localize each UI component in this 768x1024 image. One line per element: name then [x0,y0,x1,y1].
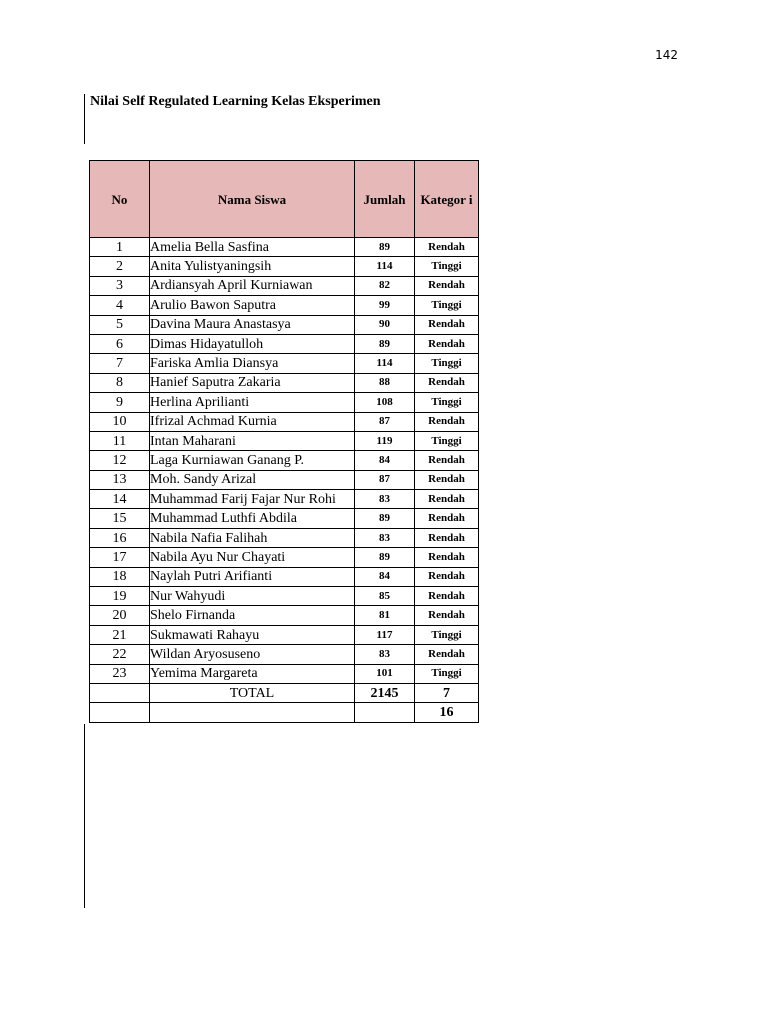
row-no: 20 [90,606,150,625]
row-no: 8 [90,373,150,392]
student-name: Ifrizal Achmad Kurnia [150,412,355,431]
total-tinggi-count: 7 [415,683,479,702]
total-label: TOTAL [150,683,355,702]
student-name: Moh. Sandy Arizal [150,470,355,489]
score-value: 87 [355,412,415,431]
table-row [90,548,479,567]
category-value: Rendah [415,528,479,547]
category-value: Rendah [415,334,479,353]
score-value: 83 [355,645,415,664]
table-header-row [90,161,479,238]
document-title: Nilai Self Regulated Learning Kelas Eksperimen [90,94,381,109]
score-value: 119 [355,431,415,450]
row-no: 10 [90,412,150,431]
category-value: Rendah [415,567,479,586]
score-value: 89 [355,548,415,567]
student-name: Dimas Hidayatulloh [150,334,355,353]
student-name: Wildan Aryosuseno [150,645,355,664]
student-name: Fariska Amlia Diansya [150,354,355,373]
score-value: 90 [355,315,415,334]
row-no: 14 [90,490,150,509]
table-row [90,354,479,373]
student-name: Ardiansyah April Kurniawan [150,276,355,295]
table-row [90,412,479,431]
table-row [90,373,479,392]
table-row [90,276,479,295]
student-name: Intan Maharani [150,431,355,450]
student-name: Laga Kurniawan Ganang P. [150,451,355,470]
student-name: Amelia Bella Sasfina [150,238,355,257]
score-value: 114 [355,257,415,276]
score-value: 83 [355,490,415,509]
table-row [90,238,479,257]
score-value: 89 [355,238,415,257]
header-score: Jumlah [355,161,415,238]
student-name: Muhammad Luthfi Abdila [150,509,355,528]
row-no: 21 [90,625,150,644]
table-row [90,334,479,353]
table-row [90,528,479,547]
row-no: 12 [90,451,150,470]
table-row [90,470,479,489]
category-value: Rendah [415,315,479,334]
margin-line-top [84,94,85,144]
score-value: 89 [355,334,415,353]
student-name: Hanief Saputra Zakaria [150,373,355,392]
category-value: Tinggi [415,393,479,412]
row-no: 4 [90,296,150,315]
table-row [90,625,479,644]
header-name: Nama Siswa [150,161,355,238]
score-value: 82 [355,276,415,295]
row-no: 19 [90,587,150,606]
category-value: Tinggi [415,431,479,450]
score-value: 108 [355,393,415,412]
table-row [90,567,479,586]
table-row [90,664,479,683]
category-value: Rendah [415,587,479,606]
table-row [90,315,479,334]
score-value: 114 [355,354,415,373]
score-value: 83 [355,528,415,547]
category-value: Rendah [415,373,479,392]
table-row [90,645,479,664]
row-no: 23 [90,664,150,683]
student-name: Sukmawati Rahayu [150,625,355,644]
row-no: 7 [90,354,150,373]
category-value: Rendah [415,412,479,431]
row-no: 15 [90,509,150,528]
student-name: Herlina Aprilianti [150,393,355,412]
row-no: 11 [90,431,150,450]
score-value: 99 [355,296,415,315]
table-row [90,490,479,509]
student-name: Arulio Bawon Saputra [150,296,355,315]
page-number: 142 [655,48,678,62]
extra-no-cell [90,703,150,722]
row-no: 3 [90,276,150,295]
table-row [90,431,479,450]
category-value: Rendah [415,548,479,567]
row-no: 18 [90,567,150,586]
total-score: 2145 [355,683,415,702]
student-name: Yemima Margareta [150,664,355,683]
scores-table [89,160,479,723]
row-no: 5 [90,315,150,334]
row-no: 13 [90,470,150,489]
table-row [90,257,479,276]
row-no: 9 [90,393,150,412]
score-value: 89 [355,509,415,528]
table-row [90,587,479,606]
category-value: Rendah [415,470,479,489]
score-value: 84 [355,567,415,586]
category-value: Tinggi [415,664,479,683]
student-name: Nabila Ayu Nur Chayati [150,548,355,567]
category-value: Rendah [415,490,479,509]
row-no: 2 [90,257,150,276]
student-name: Shelo Firnanda [150,606,355,625]
category-value: Rendah [415,606,479,625]
extra-score-cell [355,703,415,722]
category-value: Rendah [415,451,479,470]
table-row [90,393,479,412]
score-value: 81 [355,606,415,625]
total-row [90,683,479,702]
student-name: Nur Wahyudi [150,587,355,606]
category-value: Rendah [415,238,479,257]
margin-line-bottom [84,724,85,908]
category-value: Tinggi [415,257,479,276]
category-value: Tinggi [415,354,479,373]
row-no: 6 [90,334,150,353]
row-no: 16 [90,528,150,547]
score-value: 88 [355,373,415,392]
category-value: Rendah [415,645,479,664]
score-value: 117 [355,625,415,644]
student-name: Nabila Nafia Falihah [150,528,355,547]
table-row [90,296,479,315]
score-value: 87 [355,470,415,489]
total-no-cell [90,683,150,702]
category-value: Rendah [415,509,479,528]
extra-row [90,703,479,722]
category-value: Tinggi [415,625,479,644]
student-name: Muhammad Farij Fajar Nur Rohi [150,490,355,509]
row-no: 22 [90,645,150,664]
header-category: Kategor i [415,161,479,238]
student-name: Davina Maura Anastasya [150,315,355,334]
score-value: 85 [355,587,415,606]
table-row [90,509,479,528]
category-value: Rendah [415,276,479,295]
student-name: Anita Yulistyaningsih [150,257,355,276]
extra-name-cell [150,703,355,722]
row-no: 17 [90,548,150,567]
student-name: Naylah Putri Arifianti [150,567,355,586]
row-no: 1 [90,238,150,257]
extra-rendah-count: 16 [415,703,479,722]
score-value: 84 [355,451,415,470]
category-value: Tinggi [415,296,479,315]
table-row [90,606,479,625]
header-no: No [90,161,150,238]
score-value: 101 [355,664,415,683]
table-row [90,451,479,470]
